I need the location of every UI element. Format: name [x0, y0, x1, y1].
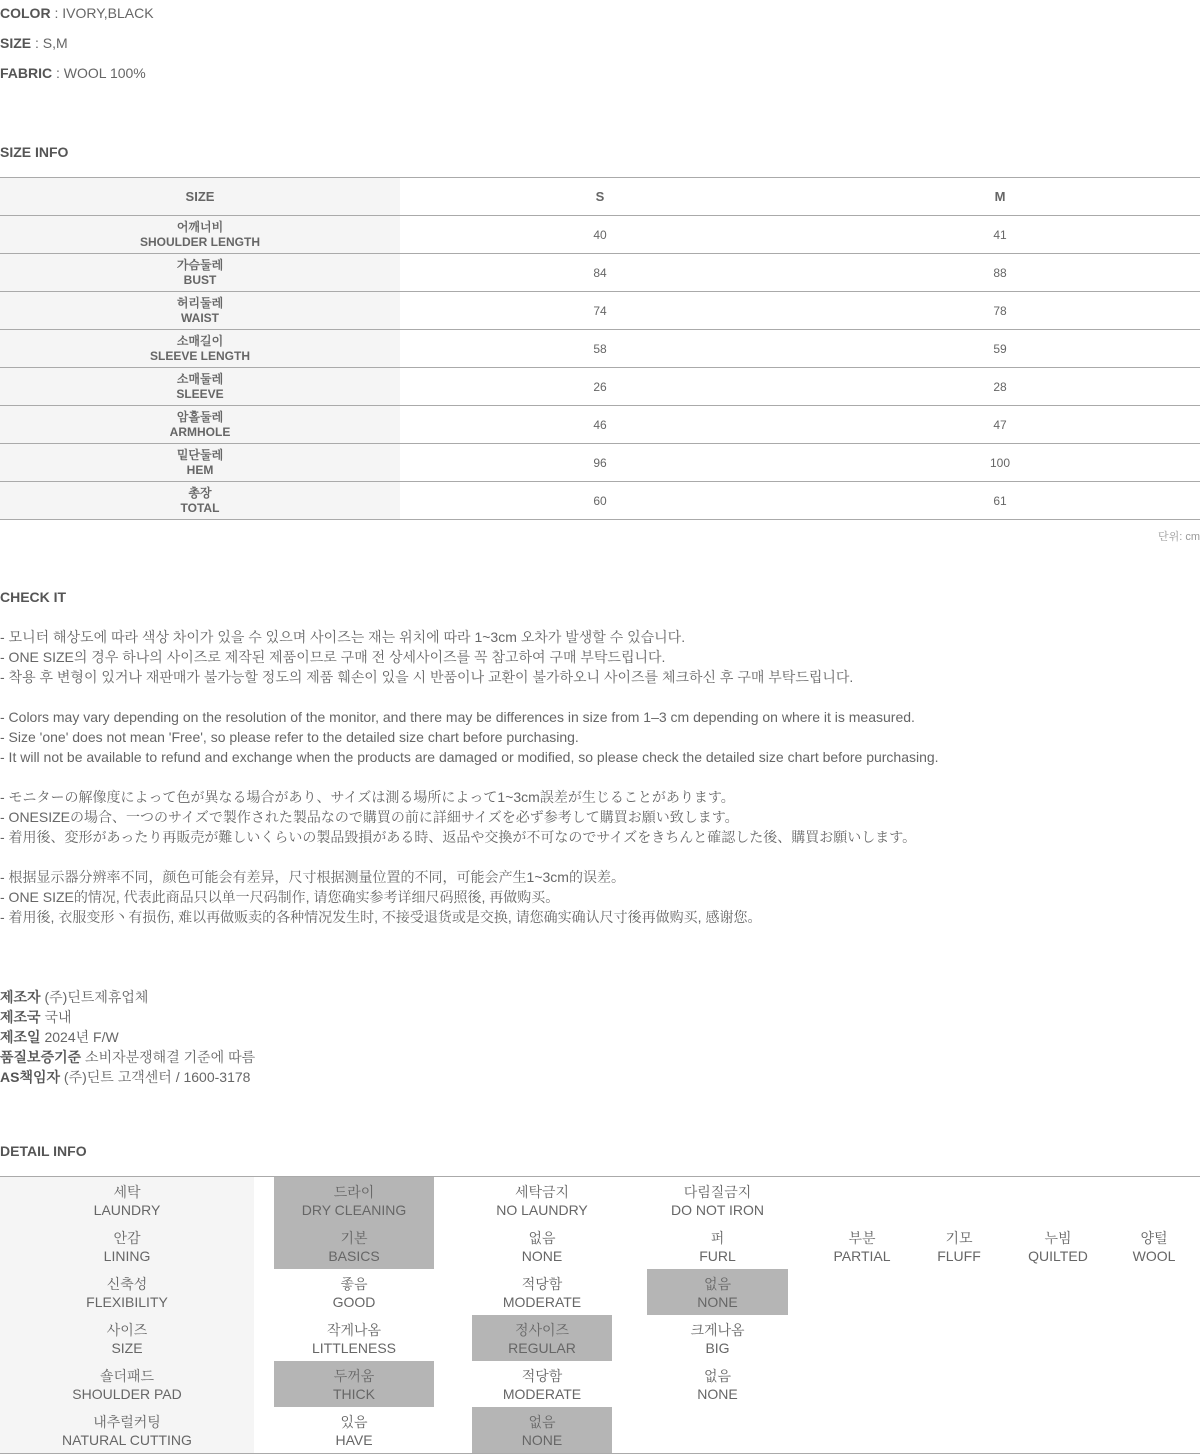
- size-row: [0, 444, 1200, 482]
- detail-option-ko: 작게나옴: [326, 1322, 382, 1338]
- check-it-line: - ONESIZEの場合、一つのサイズで製作された製品なので購買の前に詳細サイズを必ず参考して購買お願い致します。: [0, 809, 739, 825]
- detail-table: [0, 1176, 1200, 1454]
- detail-option-ko: 드라이: [333, 1184, 375, 1200]
- size-row-label-ko: 소매둘레: [176, 371, 224, 386]
- detail-option: [812, 1223, 912, 1269]
- check-it-title: CHECK IT: [0, 589, 67, 605]
- size-row-label: [0, 482, 400, 520]
- spec-color-key: COLOR: [0, 5, 51, 21]
- size-row: [0, 330, 1200, 368]
- check-it-line: - 着用後, 衣服变形丶有损伤, 难以再做贩卖的各种情况发生时, 不接受退货或是交换, 请您确实确认尺寸後再做购买, 感谢您。: [0, 909, 762, 925]
- size-row: [0, 254, 1200, 292]
- check-it-line: - 착용 후 변형이 있거나 재판매가 불가능할 정도의 제품 훼손이 있을 시 반품이나 교환이 불가하오니 사이즈를 체크하신 후 구매 부탁드립니다.: [0, 669, 854, 685]
- size-row-label-ko: 허리둘레: [176, 295, 224, 310]
- detail-option-ko: 적당함: [521, 1276, 563, 1292]
- size-row-m: 100: [800, 444, 1200, 482]
- maker-info: [0, 987, 255, 1087]
- detail-option-selected: [274, 1177, 434, 1223]
- detail-option-ko: 없음: [528, 1230, 556, 1246]
- detail-row: [0, 1223, 1200, 1269]
- detail-option: [1008, 1223, 1108, 1269]
- detail-option-selected: [647, 1269, 788, 1315]
- detail-option-en: NONE: [697, 1386, 738, 1402]
- detail-option-ko: 기본: [340, 1230, 368, 1246]
- detail-option-ko: 적당함: [521, 1368, 563, 1384]
- size-row-m: 61: [800, 482, 1200, 520]
- detail-row-label: [0, 1223, 254, 1269]
- size-row: [0, 368, 1200, 406]
- detail-label-ko: 숄더패드: [99, 1368, 155, 1384]
- size-row-m: 59: [800, 330, 1200, 368]
- detail-row: [0, 1361, 1200, 1407]
- detail-option-en: DRY CLEANING: [301, 1202, 407, 1218]
- spec-size-key: SIZE: [0, 35, 32, 51]
- detail-option-en: PARTIAL: [833, 1248, 891, 1264]
- size-row-s: 26: [400, 368, 800, 406]
- detail-option-ko: 없음: [703, 1368, 732, 1384]
- size-row-m: 88: [800, 254, 1200, 292]
- size-row-label: [0, 254, 400, 292]
- maker-line: [0, 987, 255, 1007]
- detail-label-en: SHOULDER PAD: [72, 1386, 182, 1402]
- detail-option: [647, 1361, 788, 1407]
- size-row-s: 58: [400, 330, 800, 368]
- detail-info-title: DETAIL INFO: [0, 1143, 87, 1159]
- check-it-line: - モニターの解像度によって色が異なる場合があり、サイズは測る場所によって1~3cm誤差が生じることがあります。: [0, 789, 735, 805]
- detail-label-en: LAUNDRY: [93, 1202, 161, 1218]
- detail-option-en: BIG: [705, 1340, 730, 1356]
- detail-option-ko: 크게나옴: [690, 1322, 745, 1338]
- check-it-line: - 根据显示器分辨率不同，颜色可能会有差异，尺寸根据测量位置的不同，可能会产生1~3cm的误差。: [0, 869, 625, 885]
- maker-line: [0, 1067, 255, 1087]
- detail-row: [0, 1177, 1200, 1223]
- check-it-notes: [0, 627, 1200, 927]
- size-row-label-ko: 소매길이: [176, 333, 224, 348]
- detail-option: [647, 1223, 788, 1269]
- size-row-label: [0, 368, 400, 406]
- maker-value: 국내: [40, 1009, 72, 1025]
- detail-row: [0, 1407, 1200, 1453]
- detail-row: [0, 1269, 1200, 1315]
- size-row-label-en: SLEEVE: [176, 386, 224, 401]
- size-row: [0, 216, 1200, 254]
- spec-size-value: : S,M: [31, 35, 68, 51]
- size-row-label-ko: 암홀둘레: [176, 409, 224, 424]
- maker-value: (주)딘트제휴업체: [40, 989, 149, 1005]
- check-it-line: - It will not be available to refund and exchange when the products are damaged or modified, so please check the detailed size chart before purchasing.: [0, 749, 939, 765]
- detail-option-en: LITTLENESS: [311, 1340, 397, 1356]
- size-row-label-ko: 밑단둘레: [176, 447, 224, 462]
- maker-key: AS책임자: [0, 1069, 61, 1085]
- detail-option-en: QUILTED: [1028, 1248, 1088, 1264]
- detail-option-en: MODERATE: [502, 1386, 582, 1402]
- size-row-label-ko: 가슴둘레: [176, 257, 224, 272]
- size-info-title: SIZE INFO: [0, 144, 69, 160]
- detail-option-en: HAVE: [335, 1432, 373, 1448]
- detail-option: [274, 1315, 434, 1361]
- size-row-s: 40: [400, 216, 800, 254]
- size-row-label-en: ARMHOLE: [169, 424, 231, 439]
- detail-option-en: NONE: [521, 1248, 563, 1264]
- detail-label-ko: 내추럴커팅: [93, 1414, 161, 1430]
- detail-option: [472, 1223, 612, 1269]
- detail-option-en: NO LAUNDRY: [496, 1202, 588, 1218]
- size-table-header: [0, 178, 1200, 216]
- detail-option: [910, 1223, 1008, 1269]
- size-row-label: [0, 292, 400, 330]
- detail-option-en: REGULAR: [508, 1340, 576, 1356]
- detail-option-en: FURL: [699, 1248, 736, 1264]
- check-it-line: - Colors may vary depending on the resolution of the monitor, and there may be differences in size from 1–3 cm depending on where it is measured.: [0, 709, 915, 725]
- detail-option-ko: 부분: [848, 1230, 876, 1246]
- detail-option: [472, 1361, 612, 1407]
- size-row-s: 60: [400, 482, 800, 520]
- detail-option: [647, 1315, 788, 1361]
- size-table: [0, 177, 1200, 520]
- detail-row-label: [0, 1361, 254, 1407]
- size-header-label: SIZE: [0, 178, 400, 216]
- detail-option: [472, 1177, 612, 1223]
- detail-option-ko: 세탁금지: [514, 1184, 570, 1200]
- size-row-m: 28: [800, 368, 1200, 406]
- detail-option-ko: 있음: [340, 1414, 368, 1430]
- size-row-m: 78: [800, 292, 1200, 330]
- size-header-s: S: [400, 178, 800, 216]
- size-row-s: 74: [400, 292, 800, 330]
- size-row-label-en: SHOULDER LENGTH: [140, 234, 260, 249]
- size-row-s: 96: [400, 444, 800, 482]
- check-it-line: [0, 847, 1200, 867]
- detail-label-en: LINING: [103, 1248, 151, 1264]
- detail-option-ko: 두꺼움: [333, 1368, 375, 1384]
- size-row-label-en: WAIST: [181, 310, 219, 325]
- maker-key: 제조자: [0, 989, 41, 1005]
- check-it-line: [0, 687, 1200, 707]
- detail-label-ko: 세탁: [113, 1184, 141, 1200]
- check-it-line: - 모니터 해상도에 따라 색상 차이가 있을 수 있으며 사이즈는 재는 위치에 따라 1~3cm 오차가 발생할 수 있습니다.: [0, 629, 686, 645]
- detail-row-label: [0, 1269, 254, 1315]
- detail-option-selected: [274, 1223, 434, 1269]
- size-row: [0, 292, 1200, 330]
- size-row-label: [0, 406, 400, 444]
- size-row-label: [0, 444, 400, 482]
- unit-note: 단위: cm: [1157, 531, 1200, 543]
- detail-option-en: BASICS: [328, 1248, 380, 1264]
- size-row-label-en: BUST: [183, 272, 217, 287]
- size-row: [0, 406, 1200, 444]
- spec-color: [0, 3, 154, 23]
- spec-fabric-key: FABRIC: [0, 65, 53, 81]
- detail-option-en: NONE: [521, 1432, 563, 1448]
- detail-option: [274, 1407, 434, 1453]
- detail-label-en: FLEXIBILITY: [86, 1294, 168, 1310]
- check-it-line: - ONE SIZE의 경우 하나의 사이즈로 제작된 제품이므로 구매 전 상세사이즈를 꼭 참고하여 구매 부탁드립니다.: [0, 649, 666, 665]
- size-row-label-en: SLEEVE LENGTH: [149, 348, 250, 363]
- maker-key: 품질보증기준: [0, 1049, 82, 1065]
- detail-option-selected: [472, 1315, 612, 1361]
- maker-value: 소비자분쟁해결 기준에 따름: [81, 1049, 256, 1065]
- detail-label-ko: 신축성: [106, 1276, 148, 1292]
- size-row-m: 47: [800, 406, 1200, 444]
- spec-size: [0, 33, 68, 53]
- check-it-line: [0, 767, 1200, 787]
- maker-value: (주)딘트 고객센터 / 1600-3178: [60, 1069, 251, 1085]
- detail-label-ko: 사이즈: [106, 1322, 148, 1338]
- maker-line: [0, 1047, 255, 1067]
- detail-option: [472, 1269, 612, 1315]
- maker-line: [0, 1007, 255, 1027]
- detail-label-ko: 안감: [113, 1230, 141, 1246]
- detail-option-ko: 다림질금지: [683, 1184, 752, 1200]
- detail-option: [1108, 1223, 1200, 1269]
- detail-option-ko: 정사이즈: [514, 1322, 570, 1338]
- detail-option-ko: 누빔: [1044, 1230, 1072, 1246]
- detail-option-ko: 없음: [703, 1276, 732, 1292]
- detail-option-ko: 기모: [945, 1230, 973, 1246]
- maker-line: [0, 1027, 255, 1047]
- size-row-s: 84: [400, 254, 800, 292]
- detail-option-ko: 양털: [1140, 1230, 1168, 1246]
- detail-option-en: NONE: [697, 1294, 738, 1310]
- maker-value: 2024년 F/W: [40, 1029, 119, 1045]
- detail-option-ko: 없음: [528, 1414, 556, 1430]
- check-it-line: - 着用後、変形があったり再販売が難しいくらいの製品毀損がある時、返品や交換が不可なのでサイズをきちんと確認した後、購買お願いします。: [0, 829, 917, 845]
- size-row-label: [0, 216, 400, 254]
- detail-option: [274, 1269, 434, 1315]
- size-row-label-ko: 어깨너비: [176, 219, 224, 234]
- detail-option-en: THICK: [333, 1386, 375, 1402]
- detail-option: [647, 1177, 788, 1223]
- maker-key: 제조국: [0, 1009, 41, 1025]
- detail-label-en: SIZE: [111, 1340, 143, 1356]
- detail-row-label: [0, 1407, 254, 1453]
- detail-label-en: NATURAL CUTTING: [62, 1432, 192, 1448]
- detail-option-en: MODERATE: [502, 1294, 582, 1310]
- size-row: [0, 482, 1200, 520]
- size-row-label: [0, 330, 400, 368]
- size-row-label-en: TOTAL: [180, 500, 220, 515]
- spec-fabric-value: : WOOL 100%: [52, 65, 146, 81]
- detail-option-en: DO NOT IRON: [670, 1202, 765, 1218]
- detail-option-en: WOOL: [1132, 1248, 1176, 1264]
- check-it-line: - ONE SIZE的情况, 代表此商品只以单一尺码制作, 请您确实参考详细尺码照後, 再做购买。: [0, 889, 560, 905]
- size-header-m: M: [800, 178, 1200, 216]
- detail-option-selected: [472, 1407, 612, 1453]
- detail-row: [0, 1315, 1200, 1361]
- size-row-label-ko: 총장: [188, 485, 212, 500]
- detail-option-ko: 퍼: [710, 1230, 725, 1246]
- maker-key: 제조일: [0, 1029, 41, 1045]
- detail-option-en: GOOD: [332, 1294, 376, 1310]
- size-row-s: 46: [400, 406, 800, 444]
- size-row-label-en: HEM: [186, 462, 214, 477]
- size-row-m: 41: [800, 216, 1200, 254]
- detail-option-ko: 좋음: [340, 1276, 368, 1292]
- spec-fabric: [0, 63, 146, 83]
- spec-color-value: : IVORY,BLACK: [50, 5, 154, 21]
- detail-row-label: [0, 1315, 254, 1361]
- check-it-line: - Size 'one' does not mean 'Free', so please refer to the detailed size chart before purchasing.: [0, 729, 579, 745]
- detail-option-selected: [274, 1361, 434, 1407]
- detail-option-en: FLUFF: [937, 1248, 981, 1264]
- detail-row-label: [0, 1177, 254, 1223]
